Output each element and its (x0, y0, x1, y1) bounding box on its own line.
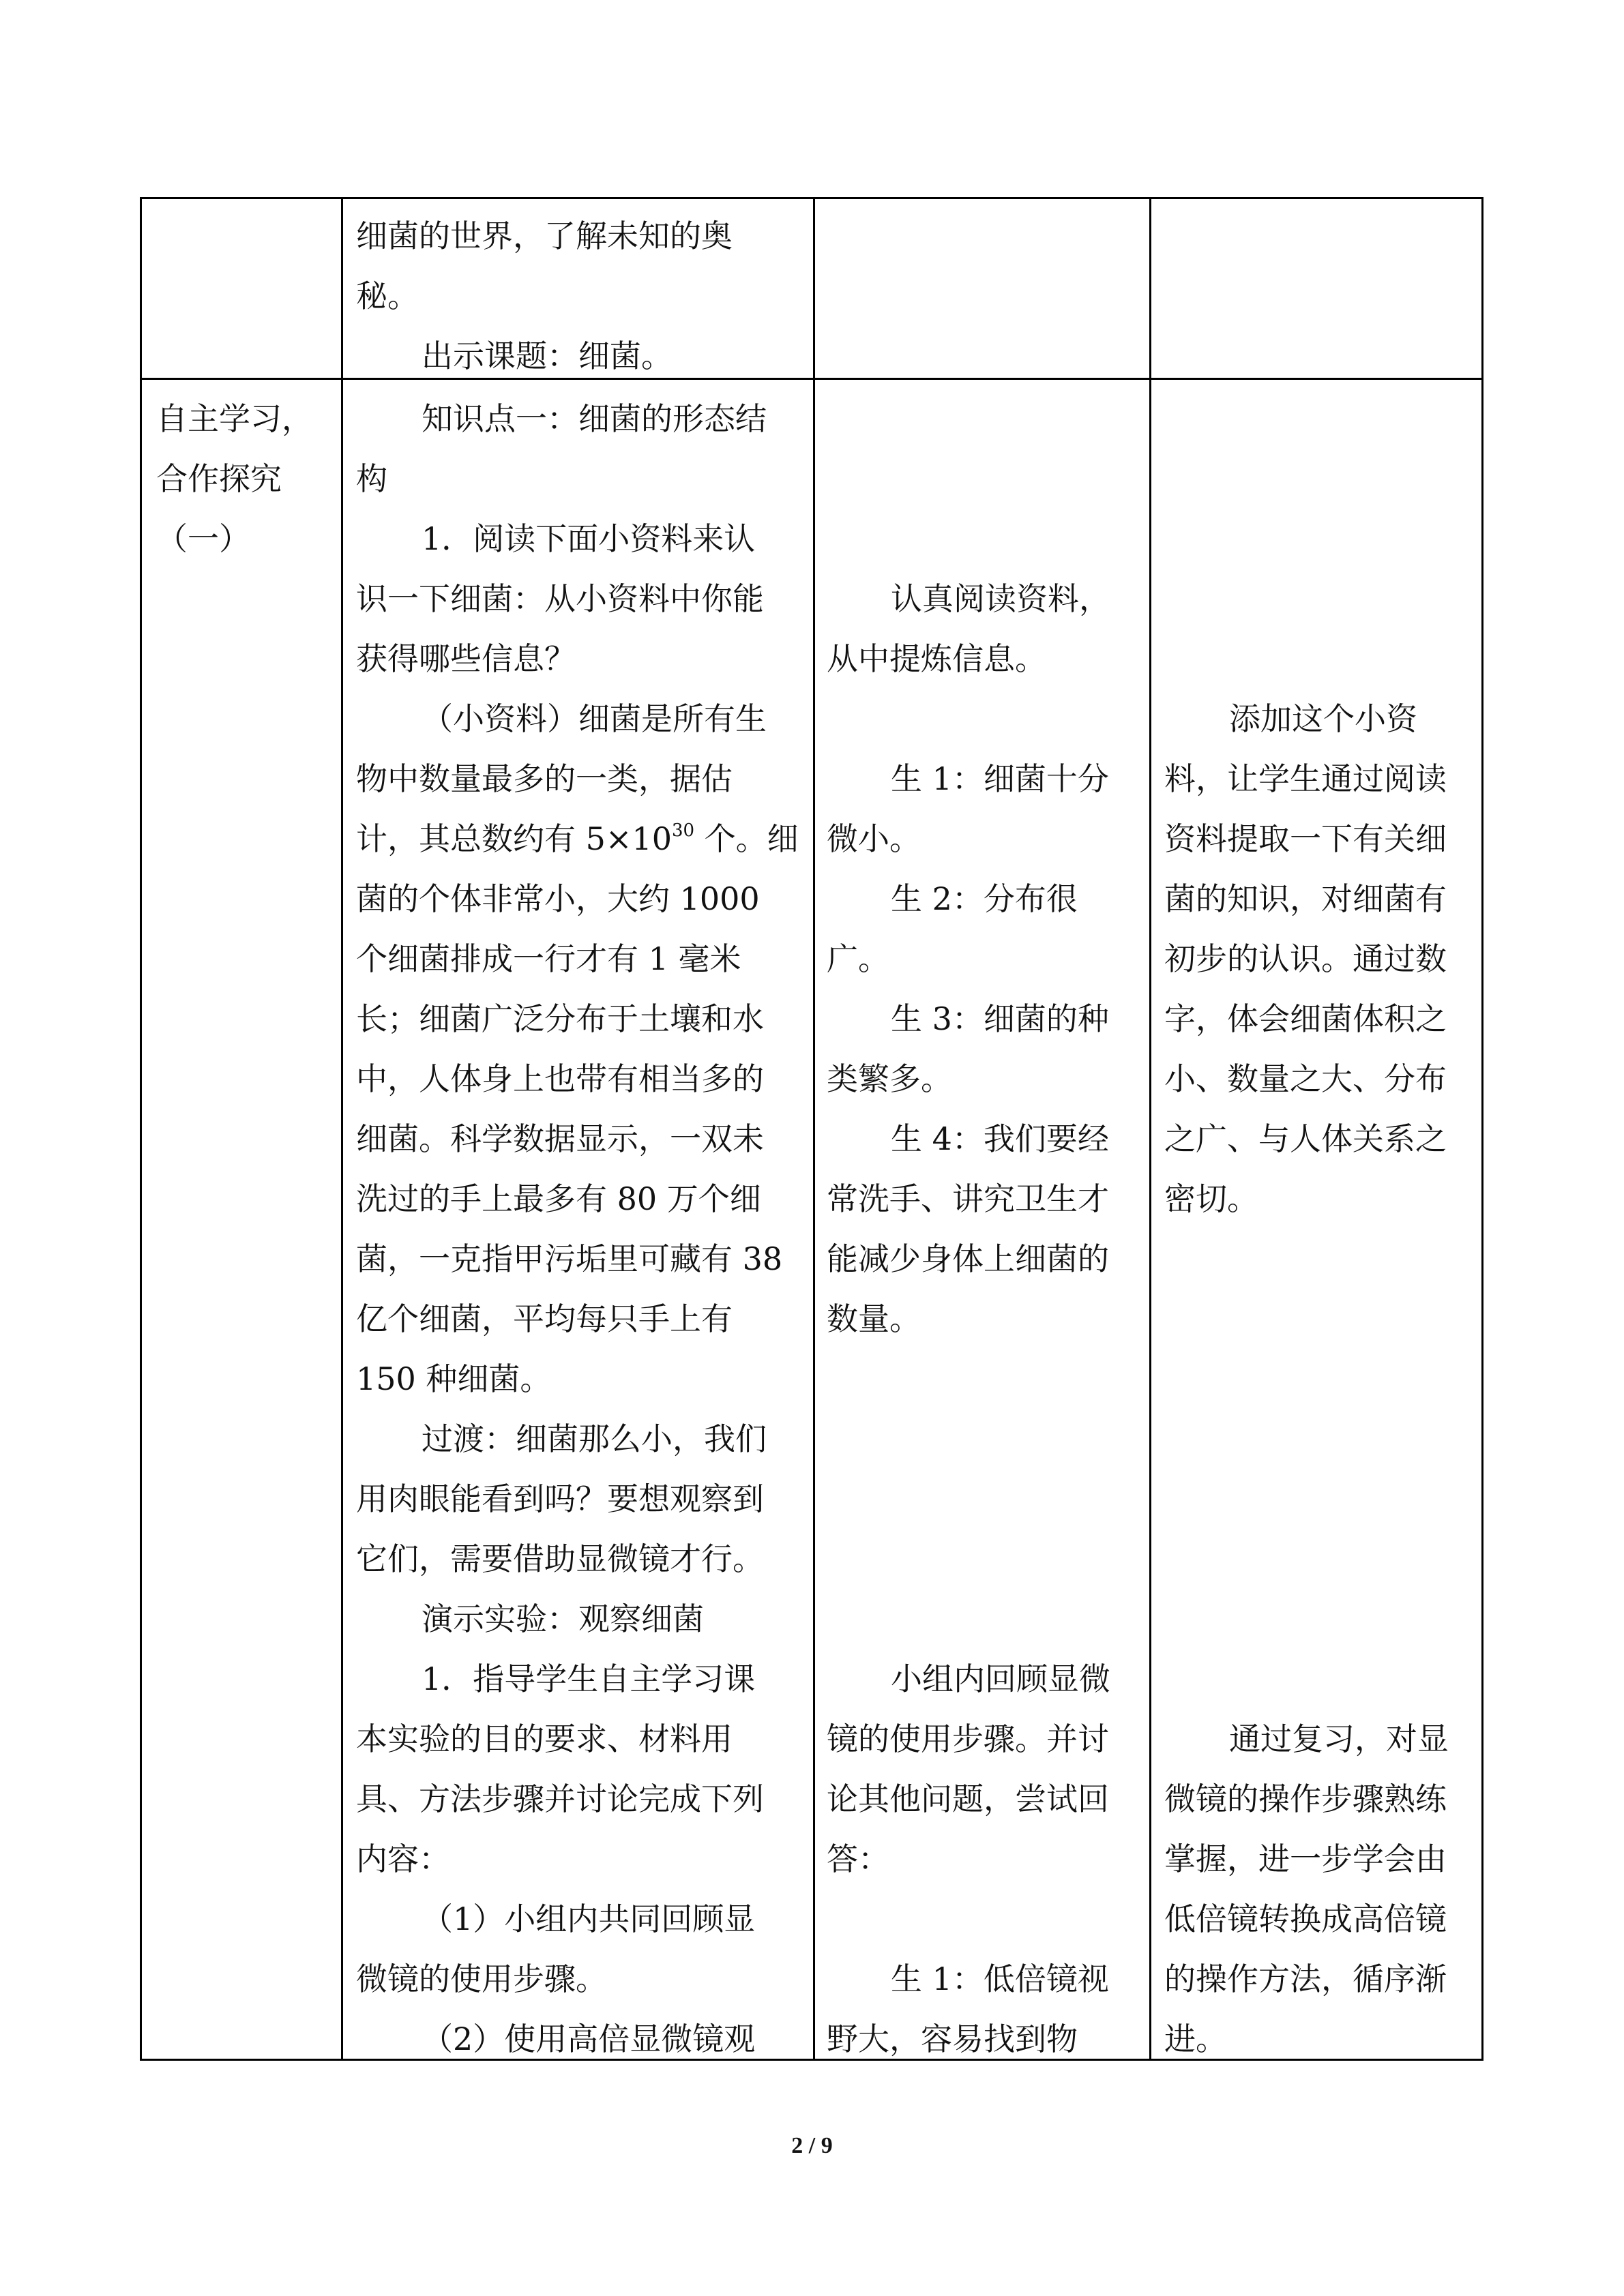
student-activity-line: 从中提炼信息。 (827, 640, 1046, 677)
design-intent-line: 低倍镜转换成高倍镜 (1164, 1900, 1447, 1937)
student-activity-line: 类繁多。 (827, 1060, 952, 1097)
section-label-line: 合作探究 (156, 460, 282, 497)
teacher-activity-line: 构 (356, 460, 387, 497)
design-intent-line: 初步的认识。通过数 (1164, 940, 1447, 977)
student-activity-line: 野大，容易找到物 (827, 2021, 1078, 2057)
teacher-activity-line: 演示实验：观察细菌 (422, 1600, 704, 1637)
teacher-activity-line: （1）小组内共同回顾显 (422, 1900, 756, 1937)
design-intent-line: 菌的知识，对细菌有 (1164, 880, 1447, 917)
design-intent-line: 小、数量之大、分布 (1164, 1060, 1447, 1097)
teacher-activity-line: 150 种细菌。 (356, 1360, 552, 1397)
teacher-activity-line: 知识点一：细菌的形态结 (422, 400, 767, 437)
teacher-activity-line: 内容： (356, 1840, 450, 1877)
teacher-activity-line: 识一下细菌：从小资料中你能 (356, 580, 764, 617)
teacher-activity-line: 过渡：细菌那么小，我们 (422, 1420, 767, 1457)
student-activity-line: 论其他问题，尝试回 (827, 1780, 1109, 1817)
student-activity-line: 镜的使用步骤。并讨 (827, 1720, 1109, 1757)
teacher-activity-line: （2）使用高倍显微镜观 (422, 2021, 756, 2057)
teacher-activity-line: 具、方法步骤并讨论完成下列 (356, 1780, 764, 1817)
teacher-activity-line: 本实验的目的要求、材料用 (356, 1720, 733, 1757)
student-activity-line: 广。 (827, 940, 889, 977)
teacher-activity-line: 细菌。科学数据显示，一双未 (356, 1120, 764, 1157)
design-intent-line: 的操作方法，循序渐 (1164, 1960, 1447, 1997)
teacher-activity-line: 个细菌排成一行才有 1 毫米 (356, 940, 741, 977)
page-number: 2 / 9 (791, 2133, 833, 2158)
teacher-activity-line: 用肉眼能看到吗？要想观察到 (356, 1480, 764, 1517)
teacher-activity-line: （小资料）细菌是所有生 (422, 700, 767, 737)
design-intent-line: 微镜的操作步骤熟练 (1164, 1780, 1447, 1817)
design-intent-line: 密切。 (1164, 1180, 1258, 1217)
student-activity-line: 生 4：我们要经 (891, 1120, 1109, 1157)
teacher-activity-line: 菌，一克指甲污垢里可藏有 38 (356, 1240, 783, 1277)
teacher-activity-line: 计，其总数约有 $5\times 10^{30}$ 个。细 (356, 820, 799, 857)
teacher-activity-line: 1．指导学生自主学习课 (422, 1660, 756, 1697)
design-intent-line: 通过复习，对显 (1229, 1720, 1449, 1757)
student-activity-line: 常洗手、讲究卫生才 (827, 1180, 1109, 1217)
design-intent-line: 进。 (1164, 2021, 1227, 2057)
teacher-activity-line: 亿个细菌，平均每只手上有 (356, 1300, 733, 1337)
student-activity-line: 生 1：低倍镜视 (891, 1960, 1109, 1997)
design-intent-line: 之广、与人体关系之 (1164, 1120, 1447, 1157)
section-label-line: （一） (156, 520, 250, 557)
student-activity-line: 认真阅读资料， (891, 580, 1110, 617)
column-divider (813, 199, 815, 2059)
teacher-activity-line: 菌的个体非常小，大约 1000 (356, 880, 760, 917)
design-intent-line: 料，让学生通过阅读 (1164, 760, 1447, 797)
teacher-activity-line: 获得哪些信息？ (356, 640, 576, 677)
student-activity-line: 小组内回顾显微 (891, 1660, 1110, 1697)
teacher-activity-line: 中，人体身上也带有相当多的 (356, 1060, 764, 1097)
design-intent-line: 掌握，进一步学会由 (1164, 1840, 1447, 1877)
student-activity-line: 答： (827, 1840, 889, 1877)
teacher-activity-line: 洗过的手上最多有 80 万个细 (356, 1180, 761, 1217)
student-activity-line: 生 1：细菌十分 (891, 760, 1109, 797)
student-activity-line: 生 2：分布很 (891, 880, 1078, 917)
column-divider (341, 199, 343, 2059)
row1-text-line: 出示课题：细菌。 (422, 338, 673, 374)
student-activity-line: 数量。 (827, 1300, 921, 1337)
teacher-activity-line: 它们，需要借助显微镜才行。 (356, 1540, 764, 1577)
teacher-activity-line: 长；细菌广泛分布于土壤和水 (356, 1000, 764, 1037)
design-intent-line: 资料提取一下有关细 (1164, 820, 1447, 857)
row1-text-line: 细菌的世界，了解未知的奥 (356, 218, 733, 254)
teacher-activity-line: 微镜的使用步骤。 (356, 1960, 607, 1997)
design-intent-line: 字，体会细菌体积之 (1164, 1000, 1447, 1037)
student-activity-line: 能减少身体上细菌的 (827, 1240, 1109, 1277)
student-activity-line: 微小。 (827, 820, 921, 857)
row1-text-line: 秘。 (356, 278, 419, 314)
column-divider (1149, 199, 1151, 2059)
student-activity-line: 生 3：细菌的种 (891, 1000, 1109, 1037)
design-intent-line: 添加这个小资 (1229, 700, 1417, 737)
teacher-activity-line: 1．阅读下面小资料来认 (422, 520, 756, 557)
teacher-activity-line: 物中数量最多的一类，据估 (356, 760, 733, 797)
section-label-line: 自主学习， (156, 400, 313, 437)
